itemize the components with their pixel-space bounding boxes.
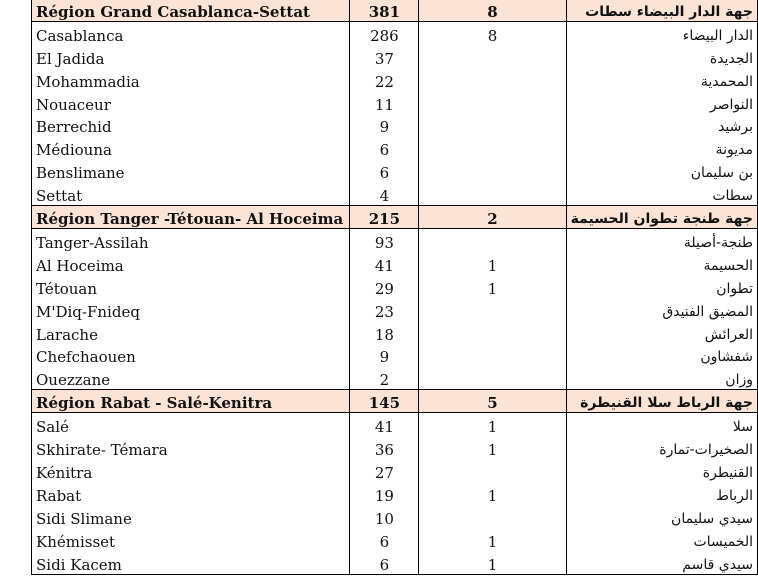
province-name-cell: El Jadida [32, 45, 350, 68]
region-total-cell: 145 [350, 390, 419, 413]
province-deaths-cell [419, 68, 566, 91]
province-name-cell: Médiouna [32, 136, 350, 159]
province-total-cell: 9 [350, 114, 419, 137]
region-name-ar-cell: جهة الرباط سلا القنيطرة [566, 390, 757, 413]
province-name-cell: M'Diq-Fnideq [32, 298, 350, 321]
province-name-cell: Chefchaouen [32, 344, 350, 367]
province-name-ar-cell: النواصر [566, 91, 757, 114]
table-row [32, 321, 758, 344]
province-total-cell: 41 [350, 252, 419, 275]
province-total-cell: 11 [350, 91, 419, 114]
province-total-cell: 9 [350, 344, 419, 367]
province-total-cell: 10 [350, 505, 419, 528]
province-name-cell: Sidi Slimane [32, 505, 350, 528]
province-deaths-cell [419, 298, 566, 321]
province-name-ar-cell: سيدي قاسم [566, 551, 757, 574]
region-total-cell: 381 [350, 0, 419, 22]
table-row [32, 229, 758, 252]
province-deaths-cell [419, 114, 566, 137]
province-deaths-cell [419, 459, 566, 482]
region-total-cell: 215 [350, 206, 419, 229]
province-name-cell: Kénitra [32, 459, 350, 482]
province-name-cell: Casablanca [32, 22, 350, 45]
province-name-cell: Rabat [32, 482, 350, 505]
province-total-cell: 2 [350, 366, 419, 389]
province-deaths-cell: 1 [419, 413, 566, 436]
province-name-cell: Settat [32, 182, 350, 205]
table-row [32, 182, 758, 205]
province-name-cell: Al Hoceima [32, 252, 350, 275]
region-name-cell: Région Tanger -Tétouan- Al Hoceima [32, 206, 350, 229]
province-deaths-cell [419, 366, 566, 389]
region-deaths-cell: 5 [419, 390, 566, 413]
table-row [32, 45, 758, 68]
province-name-cell: Larache [32, 321, 350, 344]
region-name-cell: Région Rabat - Salé-Kenitra [32, 390, 350, 413]
province-total-cell: 36 [350, 436, 419, 459]
region-header-row [32, 206, 758, 229]
region-header-row [32, 390, 758, 413]
province-deaths-cell [419, 229, 566, 252]
province-deaths-cell: 1 [419, 482, 566, 505]
province-name-cell: Mohammadia [32, 68, 350, 91]
table-row [32, 528, 758, 551]
province-name-ar-cell: طنجة-أصيلة [566, 229, 757, 252]
regions-table [31, 0, 758, 575]
province-total-cell: 41 [350, 413, 419, 436]
province-total-cell: 37 [350, 45, 419, 68]
province-name-ar-cell: سلا [566, 413, 757, 436]
province-total-cell: 4 [350, 182, 419, 205]
table-row [32, 68, 758, 91]
table-row [32, 136, 758, 159]
province-name-cell: Tétouan [32, 275, 350, 298]
province-total-cell: 22 [350, 68, 419, 91]
table-row [32, 252, 758, 275]
region-deaths-cell: 8 [419, 0, 566, 22]
province-name-ar-cell: وزان [566, 366, 757, 389]
province-total-cell: 23 [350, 298, 419, 321]
province-total-cell: 6 [350, 159, 419, 182]
province-deaths-cell [419, 91, 566, 114]
province-total-cell: 27 [350, 459, 419, 482]
table-row [32, 114, 758, 137]
province-name-ar-cell: بن سليمان [566, 159, 757, 182]
table-row [32, 366, 758, 389]
province-name-cell: Nouaceur [32, 91, 350, 114]
province-total-cell: 286 [350, 22, 419, 45]
province-name-ar-cell: القنيطرة [566, 459, 757, 482]
province-name-ar-cell: تطوان [566, 275, 757, 298]
province-name-ar-cell: الجديدة [566, 45, 757, 68]
table-row [32, 482, 758, 505]
table-row [32, 275, 758, 298]
province-deaths-cell: 1 [419, 252, 566, 275]
province-name-ar-cell: برشيد [566, 114, 757, 137]
province-deaths-cell: 1 [419, 551, 566, 574]
province-name-cell: Berrechid [32, 114, 350, 137]
province-name-ar-cell: المضيق الفنيدق [566, 298, 757, 321]
table-row [32, 22, 758, 45]
province-name-cell: Khémisset [32, 528, 350, 551]
province-name-ar-cell: الخميسات [566, 528, 757, 551]
province-name-cell: Skhirate- Témara [32, 436, 350, 459]
province-name-cell: Salé [32, 413, 350, 436]
province-deaths-cell [419, 182, 566, 205]
table-row [32, 413, 758, 436]
province-name-ar-cell: سطات [566, 182, 757, 205]
province-name-ar-cell: العرائش [566, 321, 757, 344]
province-deaths-cell: 1 [419, 528, 566, 551]
province-name-cell: Sidi Kacem [32, 551, 350, 574]
province-total-cell: 6 [350, 551, 419, 574]
province-total-cell: 19 [350, 482, 419, 505]
province-deaths-cell [419, 159, 566, 182]
region-header-row [32, 0, 758, 22]
region-name-cell: Région Grand Casablanca-Settat [32, 0, 350, 22]
province-total-cell: 93 [350, 229, 419, 252]
province-total-cell: 29 [350, 275, 419, 298]
table-row [32, 159, 758, 182]
province-deaths-cell [419, 136, 566, 159]
province-deaths-cell: 1 [419, 275, 566, 298]
province-name-cell: Benslimane [32, 159, 350, 182]
province-deaths-cell [419, 344, 566, 367]
table-row [32, 436, 758, 459]
province-total-cell: 6 [350, 136, 419, 159]
province-deaths-cell [419, 321, 566, 344]
table-row [32, 551, 758, 574]
province-name-ar-cell: شفشاون [566, 344, 757, 367]
province-deaths-cell: 8 [419, 22, 566, 45]
province-name-ar-cell: الحسيمة [566, 252, 757, 275]
province-name-ar-cell: الرباط [566, 482, 757, 505]
province-total-cell: 18 [350, 321, 419, 344]
province-name-ar-cell: الصخيرات-تمارة [566, 436, 757, 459]
table-row [32, 505, 758, 528]
province-deaths-cell [419, 45, 566, 68]
region-name-ar-cell: جهة طنجة تطوان الحسيمة [566, 206, 757, 229]
province-deaths-cell: 1 [419, 436, 566, 459]
table-row [32, 459, 758, 482]
province-total-cell: 6 [350, 528, 419, 551]
province-deaths-cell [419, 505, 566, 528]
province-name-cell: Ouezzane [32, 366, 350, 389]
province-name-ar-cell: الدار البيضاء [566, 22, 757, 45]
province-name-ar-cell: المحمدية [566, 68, 757, 91]
table-row [32, 91, 758, 114]
table-row [32, 344, 758, 367]
region-name-ar-cell: جهة الدار البيضاء سطات [566, 0, 757, 22]
province-name-cell: Tanger-Assilah [32, 229, 350, 252]
province-name-ar-cell: مديونة [566, 136, 757, 159]
table-row [32, 298, 758, 321]
region-deaths-cell: 2 [419, 206, 566, 229]
province-name-ar-cell: سيدي سليمان [566, 505, 757, 528]
